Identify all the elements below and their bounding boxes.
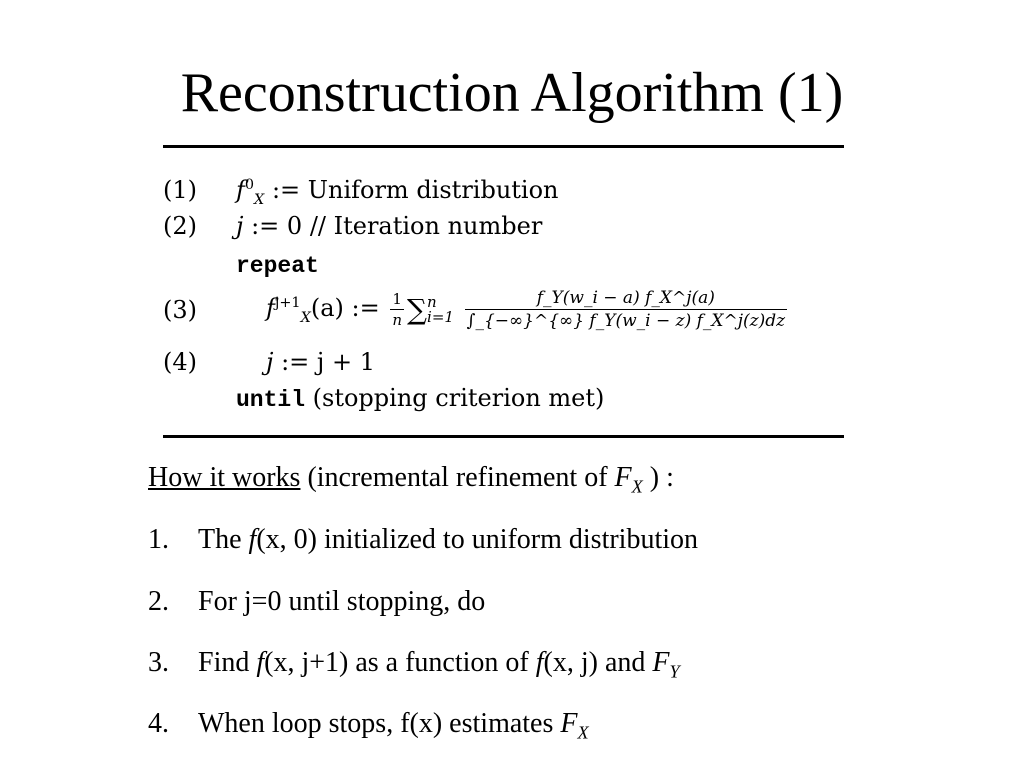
- algorithm-box: [163, 170, 863, 425]
- bottom-divider: [163, 435, 844, 438]
- step-number: (3): [163, 296, 197, 324]
- step-text: j := j + 1: [266, 348, 375, 376]
- algo-repeat: [236, 250, 319, 279]
- until-condition: (stopping criterion met): [312, 384, 605, 412]
- explanation-item-2: 2. For j=0 until stopping, do: [148, 586, 486, 617]
- until-keyword: until: [236, 387, 306, 413]
- slide-title: Reconstruction Algorithm (1): [180, 62, 844, 124]
- explanation-item-4: 4. When loop stops, f(x) estimates $F_X$: [148, 708, 589, 743]
- top-divider: [163, 145, 844, 148]
- update-formula: $f^{j+1}_X(a)$ := $\frac{1}{n}$ ∑ n i=1 $\frac{f\_Y(w\_i - a) f\_X\^{}j(a)}{\int\_\{-\infty\}\^{}\{\infty\} f\_Y(w\_i - z) f\_X\^{}j(z)dz}$: [266, 288, 786, 331]
- step-text: j := 0 // Iteration number: [236, 212, 543, 240]
- explanation-item-1: 1. The f(x, 0) initialized to uniform distribution: [148, 524, 699, 555]
- step-text: := Uniform distribution: [271, 176, 559, 204]
- explanation-heading: How it works (incremental refinement of $F_X$ ) :: [148, 462, 674, 497]
- main-fraction: $\frac{f\_Y(w\_i - a) f\_X\^{}j(a)}{\int\_\{-\infty\}\^{}\{\infty\} f\_Y(w\_i - z) f\_X\^{}j(z)dz}$: [466, 288, 786, 331]
- coef-fraction: $\frac{1}{n}$: [392, 290, 403, 329]
- step-number: (1): [163, 176, 197, 204]
- step-number: (4): [163, 348, 197, 376]
- sum-symbol: ∑: [407, 293, 428, 326]
- explanation-item-3: 3. Find f(x, j+1) as a function of f(x, j) and $F_Y$: [148, 647, 680, 682]
- repeat-keyword: repeat: [236, 253, 319, 279]
- algo-until: [236, 384, 604, 413]
- formula-f0: $f^0_X$ := Uniform distribution: [236, 176, 559, 208]
- how-it-works-label: How it works: [148, 462, 301, 493]
- step-number: (2): [163, 212, 197, 240]
